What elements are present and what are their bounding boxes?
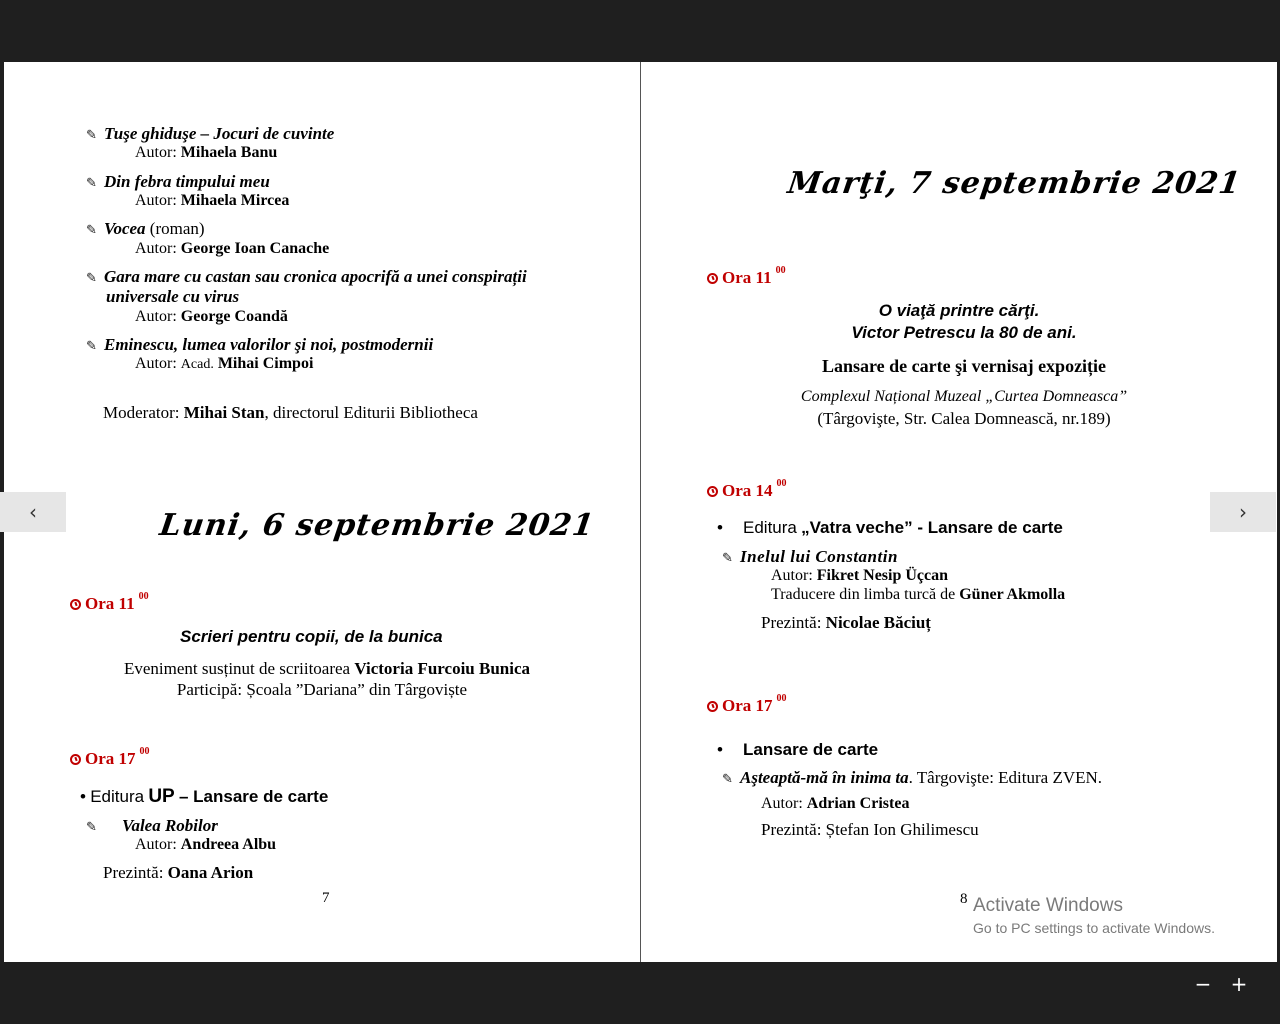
book-entry: ✎ Vocea (roman) — [86, 219, 205, 238]
book-entry: ✎ Aşteaptă-mă în inima ta. Târgovişte: Editura ZVEN. — [722, 768, 1103, 787]
activation-watermark-title: Activate Windows — [973, 895, 1123, 916]
book-author: Autor: George Ioan Canache — [135, 240, 330, 257]
page-spine — [640, 62, 641, 962]
book-entry — [86, 124, 334, 144]
clock-icon — [707, 701, 718, 712]
event-venue: Complexul Național Muzeal „Curtea Domneasca” — [800, 388, 1128, 405]
clock-icon — [70, 599, 81, 610]
chevron-left-icon: ‹ — [29, 500, 37, 524]
book-entry — [86, 816, 218, 836]
event-participants: Participă: Școala ”Dariana” din Târgoviște — [176, 680, 468, 699]
minus-icon: − — [1194, 972, 1212, 996]
book-title: Gara mare cu castan sau cronica apocrifă a unei conspirații — [104, 267, 527, 286]
pencil-bullet-icon: ✎ — [722, 550, 733, 565]
event-bullet: • Editura „Vatra veche” - Lansare de carte — [717, 518, 1063, 537]
book-author: Autor: Andreea Albu — [135, 836, 277, 853]
event-subtitle: Lansare de carte şi vernisaj expoziție — [821, 356, 1107, 376]
book-title-continued: universale cu virus — [106, 287, 240, 306]
time-label: Ora 11 $^{00}$ — [707, 268, 786, 288]
next-page-button[interactable] — [1210, 492, 1276, 532]
event-title: O viaţă printre cărţi. — [878, 301, 1040, 320]
chevron-right-icon: › — [1239, 500, 1247, 524]
book-title: Aşteaptă-mă în inima ta — [740, 768, 909, 787]
pencil-bullet-icon: ✎ — [86, 175, 97, 190]
book-entry — [86, 335, 433, 355]
time-label: Ora 17 $^{00}$ — [707, 696, 787, 716]
book-title: Tuşe ghiduşe – Jocuri de cuvinte — [104, 124, 335, 143]
time-label: Ora 11 $^{00}$ — [70, 594, 149, 614]
day-heading: Luni, 6 septembrie 2021 — [157, 508, 597, 543]
translator-line: Traducere din limba turcă de Güner Akmolla — [771, 586, 1066, 603]
clock-icon — [707, 486, 718, 497]
event-bullet: • Lansare de carte — [717, 740, 879, 759]
zoom-in-button[interactable] — [1227, 972, 1251, 996]
previous-page-button[interactable] — [0, 492, 66, 532]
book-author: Autor: Adrian Cristea — [761, 795, 910, 812]
plus-icon: + — [1230, 972, 1248, 996]
book-title: Inelul lui Constantin — [740, 547, 898, 566]
day-heading: Marţi, 7 septembrie 2021 — [785, 166, 1244, 201]
book-title: Eminescu, lumea valorilor şi noi, postmodernii — [104, 335, 434, 354]
event-address: (Târgovişte, Str. Calea Domnească, nr.189) — [817, 409, 1111, 428]
book-author: Autor: George Coandă — [135, 308, 288, 325]
pencil-bullet-icon: ✎ — [86, 270, 97, 285]
book-author: Autor: Mihaela Mircea — [135, 192, 290, 209]
page-number: 8 — [960, 891, 968, 907]
event-title: Victor Petrescu la 80 de ani. — [851, 323, 1077, 342]
book-title: Vocea — [104, 219, 146, 238]
event-description: Eveniment susținut de scriitoarea Victoria Furcoiu Bunica — [123, 659, 531, 678]
moderator-line: Moderator: Mihai Stan, directorul Editurii Bibliotheca — [103, 403, 478, 422]
pencil-bullet-icon: ✎ — [86, 222, 97, 237]
event-bullet: • Editura UP – Lansare de carte — [80, 786, 329, 807]
book-author: Autor: Fikret Nesip Üçcan — [771, 567, 949, 584]
book-author: Autor: Mihaela Banu — [135, 144, 278, 161]
pencil-bullet-icon: ✎ — [86, 127, 97, 142]
pencil-bullet-icon: ✎ — [722, 771, 733, 786]
pencil-bullet-icon: ✎ — [86, 819, 97, 834]
activation-watermark-subtitle: Go to PC settings to activate Windows. — [973, 920, 1215, 936]
page-number: 7 — [322, 890, 330, 906]
book-entry — [722, 547, 898, 567]
book-entry — [86, 172, 270, 192]
presenter-line: Prezintă: Ștefan Ion Ghilimescu — [761, 820, 979, 839]
zoom-out-button[interactable] — [1191, 972, 1215, 996]
book-title: Valea Robilor — [122, 816, 218, 835]
presenter-line: Prezintă: Oana Arion — [103, 863, 254, 882]
event-title: Scrieri pentru copii, de la bunica — [180, 627, 443, 646]
clock-icon — [707, 273, 718, 284]
time-label: Ora 17 $^{00}$ — [70, 749, 150, 769]
pencil-bullet-icon: ✎ — [86, 338, 97, 353]
book-title: Din febra timpului meu — [104, 172, 270, 191]
clock-icon — [70, 754, 81, 765]
presenter-line: Prezintă: Nicolae Băciuț — [761, 613, 931, 632]
time-label: Ora 14 $^{00}$ — [707, 481, 787, 501]
book-author: Autor: Acad. Mihai Cimpoi — [135, 355, 314, 372]
book-entry — [86, 267, 527, 287]
